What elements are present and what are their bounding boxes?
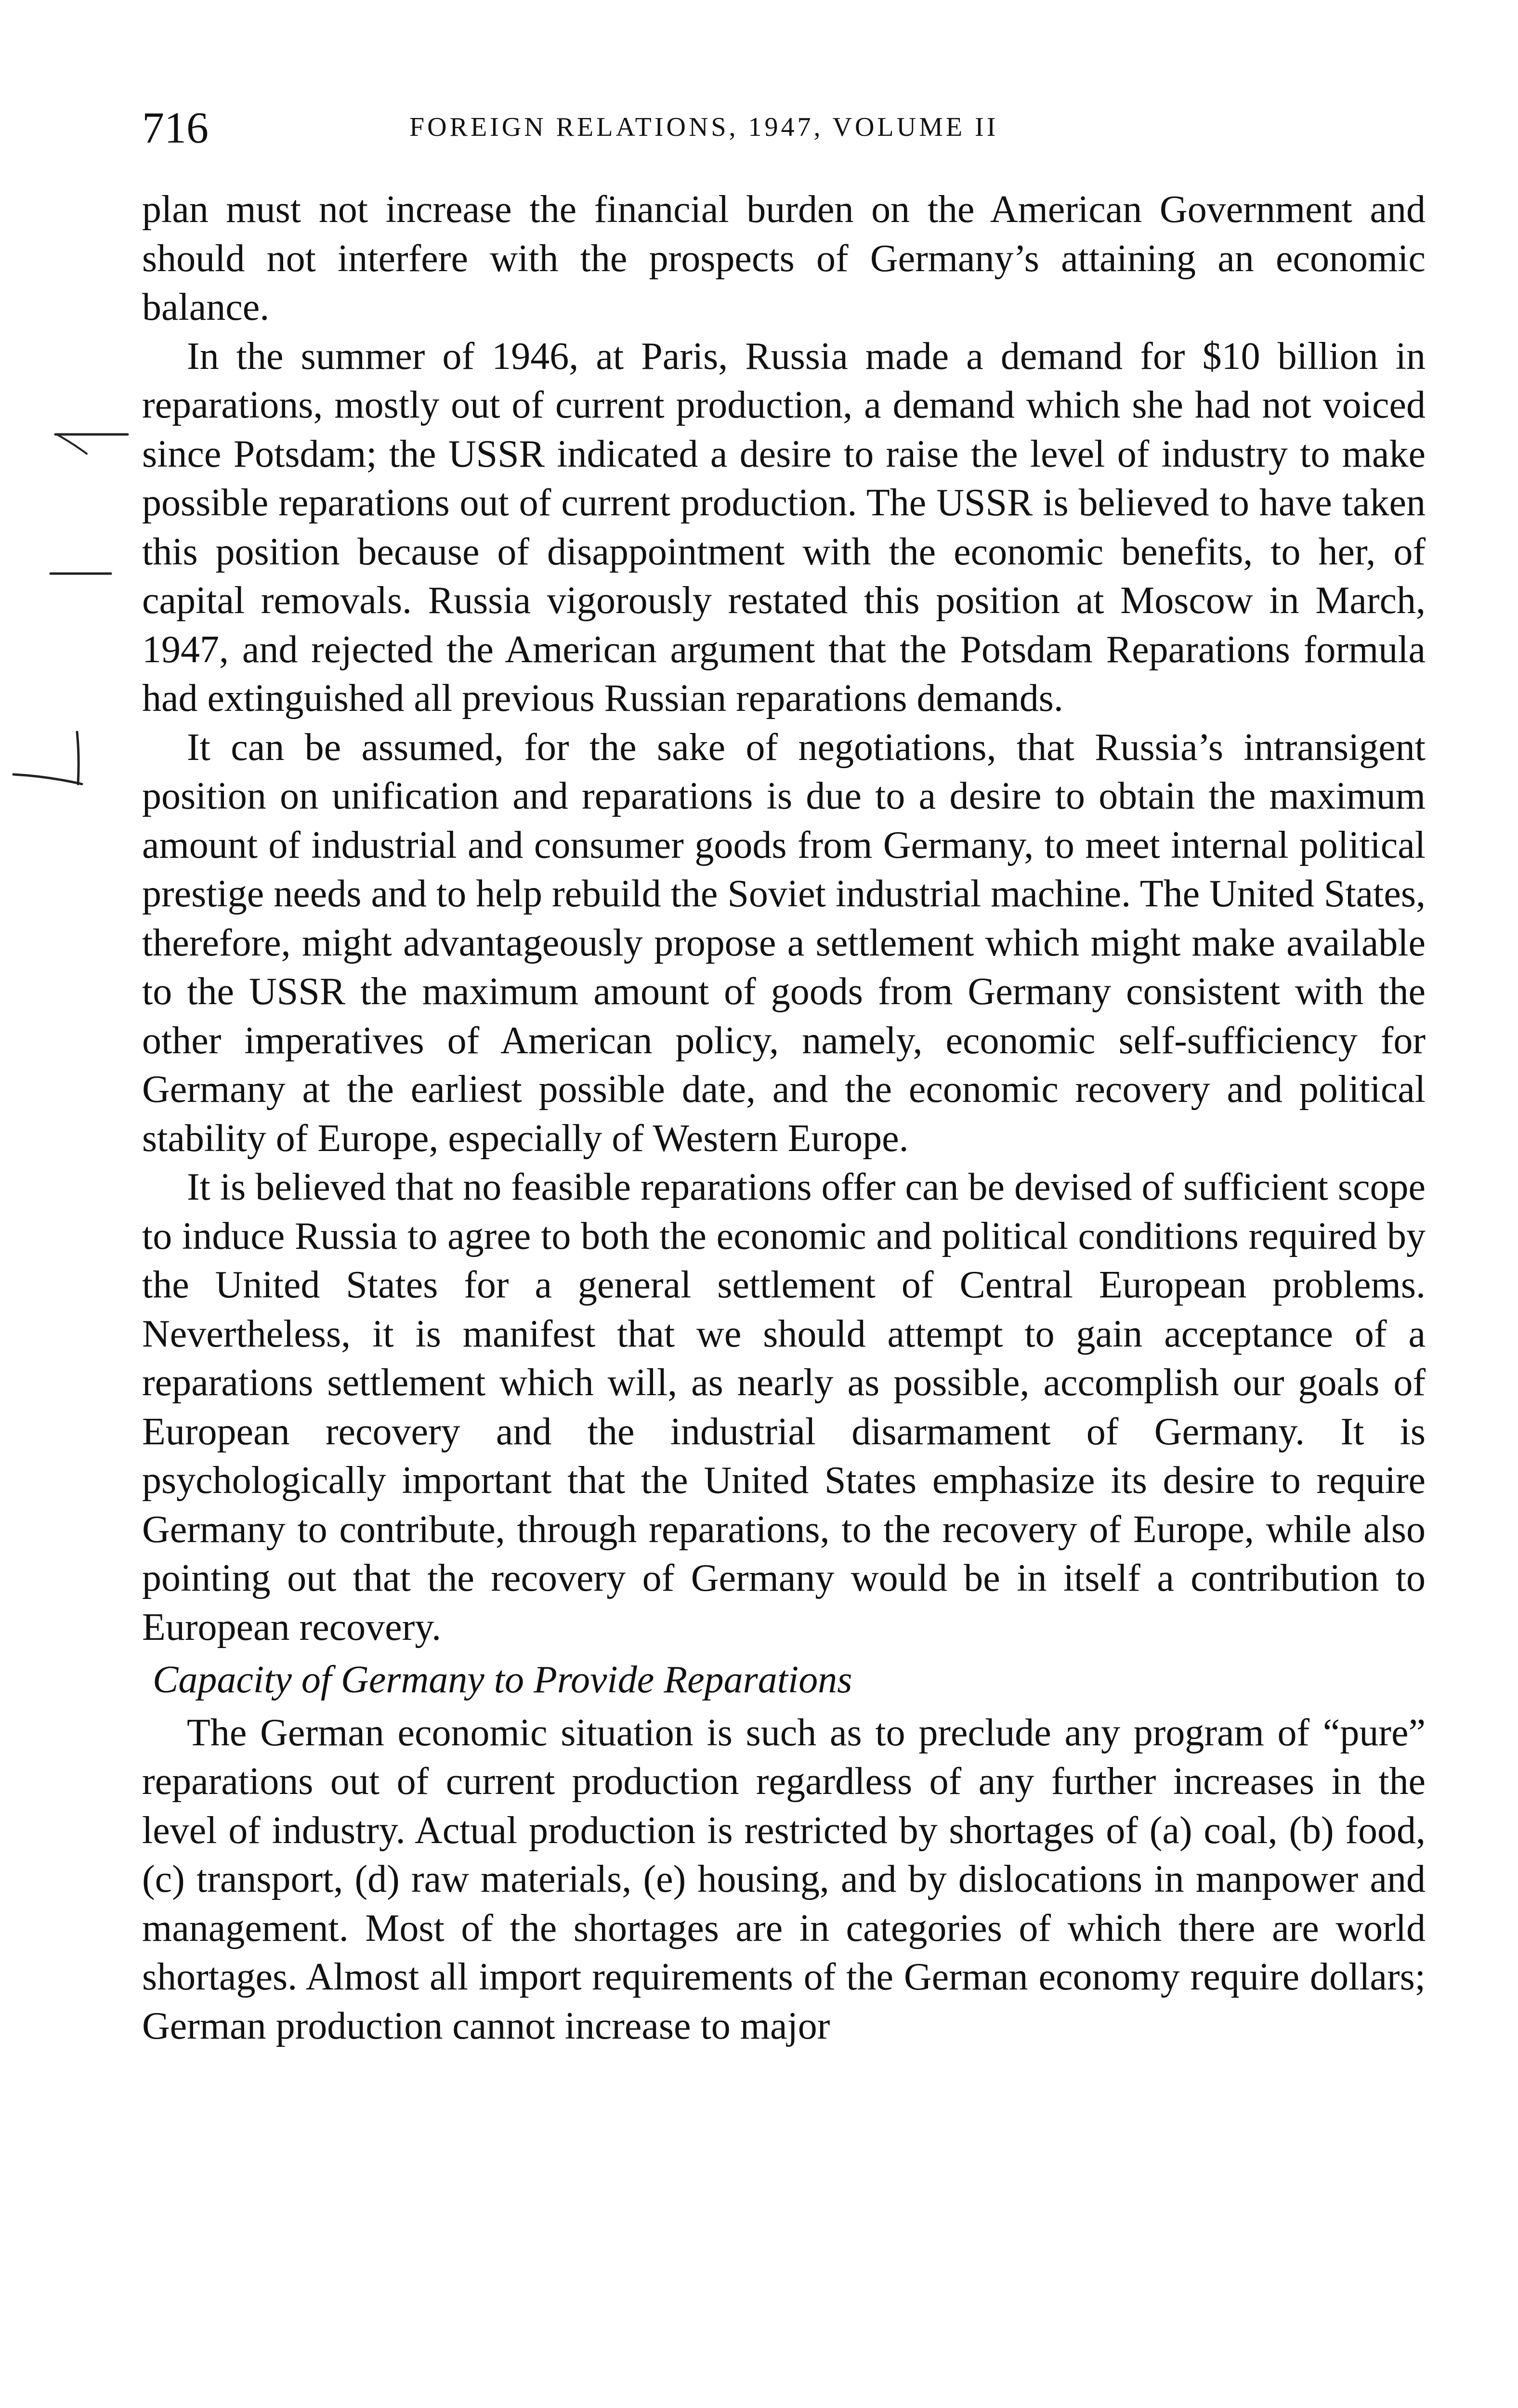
margin-mark-dash-1 — [48, 570, 116, 579]
paragraph-reparations-offer: It is believed that no feasible reparations offer can be devised of sufficient scope to induce Russia to agree to both the economic and political conditions required by the United States for a general settlement of Central European problems. Nevertheless, it is manifest that we should attempt to gain acceptance of a reparations settlement which will, as nearly as possible, accomplish our goals of European recovery and the industrial disarmament of Germany. It is psychologically important that the United States emphasize its desire to require Germany to contribute, through reparations, to the recovery of Europe, while also pointing out that the recovery of Germany would be in itself a contribution to European recovery. — [142, 1166, 1426, 1649]
section-heading: Capacity of Germany to Provide Reparations — [153, 1659, 852, 1701]
pencil-mark-icon — [10, 722, 106, 799]
page-header — [142, 99, 1442, 157]
margin-mark-arrow-2 — [10, 722, 106, 799]
body-text — [142, 185, 1426, 2051]
page-number: 716 — [142, 103, 209, 152]
running-title: FOREIGN RELATIONS, 1947, VOLUME II — [409, 112, 999, 142]
paragraph-continuation: plan must not increase the financial burden on the American Government and should not interfere with the prospects of Germany’s attaining an economic balance. — [142, 188, 1426, 328]
paragraph-russia-position: It can be assumed, for the sake of negotiations, that Russia’s intransigent position on unification and reparations is due to a desire to obtain the maximum amount of industrial and consumer goods from Germany, to meet internal political prestige needs and to help rebuild the Soviet industrial machine. The United States, therefore, might advantageously propose a settlement which might make available to the USSR the maximum amount of goods from Germany consistent with the other imperatives of American policy, namely, economic self-sufficiency for Germany at the earliest possible date, and the economic recovery and political stability of Europe, especially of Western Europe. — [142, 726, 1426, 1160]
paragraph-paris-demand: In the summer of 1946, at Paris, Russia made a demand for $10 billion in reparations, mostly out of current production, a demand which she had not voiced since Potsdam; the USSR indicated a desire to raise the level of industry to make possible reparations out of current production. The USSR is believed to have taken this position because of disappointment with the economic benefits, to her, of capital removals. Russia vigorously restated this position at Moscow in March, 1947, and rejected the American argument that the Potsdam Reparations formula had extinguished all previous Russian reparations demands. — [142, 335, 1426, 720]
pencil-mark-icon — [48, 570, 116, 579]
pencil-mark-icon — [53, 429, 135, 462]
margin-mark-arrow-1 — [53, 429, 135, 462]
paragraph-german-economy: The German economic situation is such as to preclude any program of “pure” reparations out of current production regardless of any further increases in the level of industry. Actual production is restricted by shortages of (a) coal, (b) food, (c) transport, (d) raw materials, (e) housing, and by dislocations in manpower and management. Most of the shortages are in categories of which there are world shortages. Almost all import requirements of the German economy require dollars; German production cannot increase to major — [142, 1711, 1426, 2047]
